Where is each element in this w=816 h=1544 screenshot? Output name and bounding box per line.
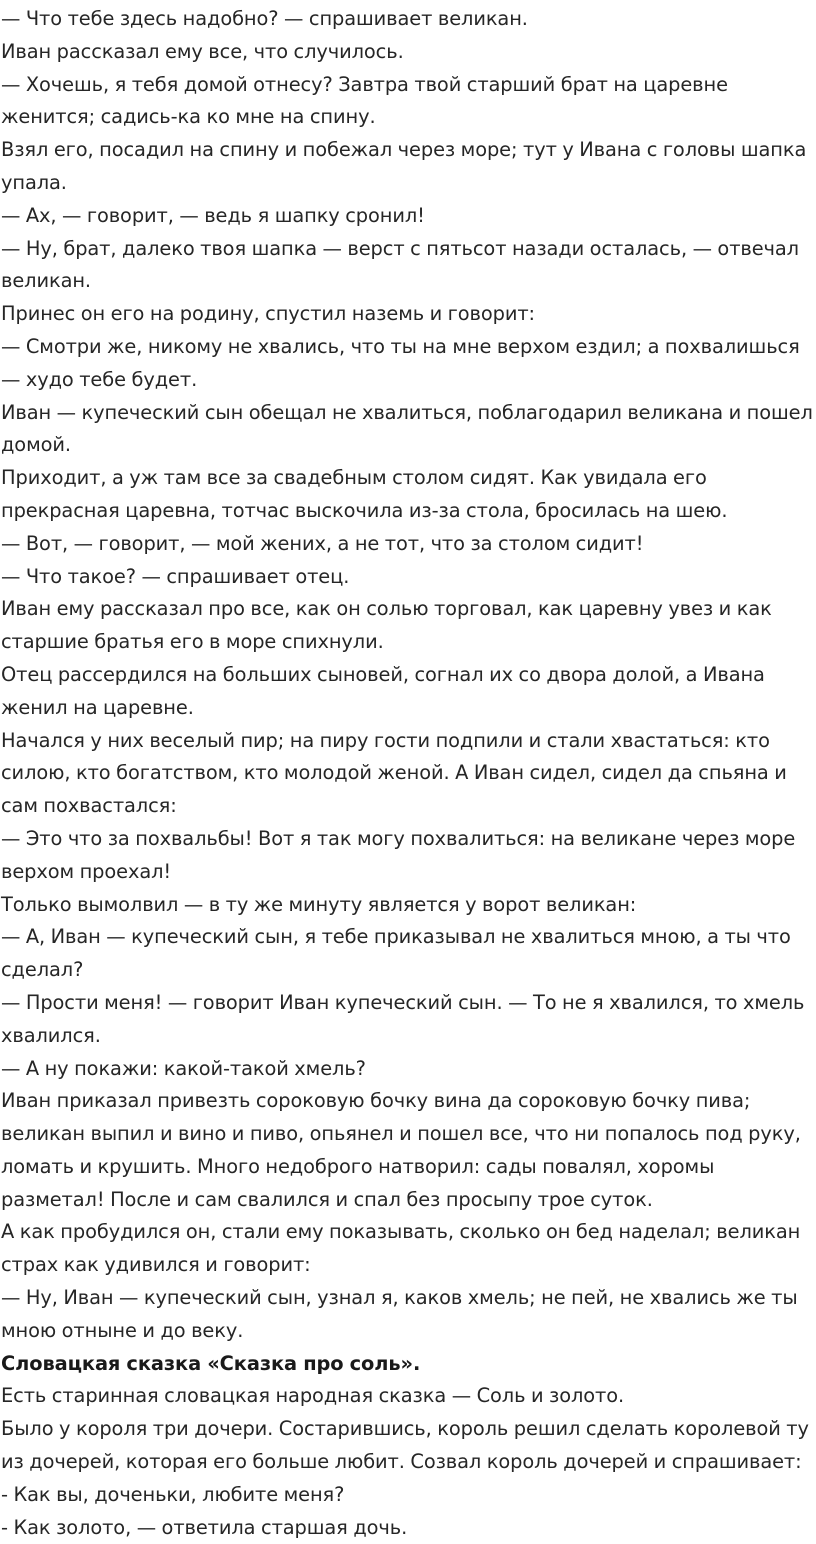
paragraph: — Ну, брат, далеко твоя шапка — верст с пятьсот назади осталась, — отвечал великан. <box>1 236 799 293</box>
paragraph: - Как золото, — ответила старшая дочь. <box>1 1515 408 1539</box>
paragraph: Было у короля три дочери. Состарившись, король решил сделать королевой ту из дочерей, которая его больше любит. Созвал король дочерей и спрашивает: <box>1 1417 809 1474</box>
paragraph: — Ну, Иван — купеческий сын, узнал я, каков хмель; не пей, не хвались же ты мною отныне и до веку. <box>1 1286 798 1342</box>
paragraph: Иван рассказал ему все, что случилось. <box>1 39 404 63</box>
paragraph: — Вот, — говорит, — мой жених, а не тот, что за столом сидит! <box>1 531 644 555</box>
paragraph: — Это что за похвальбы! Вот я так могу похвалиться: на великане через море верхом проехал! <box>1 826 796 883</box>
paragraph: — Что тебе здесь надобно? — спрашивает великан. <box>1 7 528 30</box>
paragraph: — Смотри же, никому не хвались, что ты на мне верхом ездил; а похвалишься — худо тебе будет. <box>1 334 800 391</box>
paragraph: Есть старинная словацкая народная сказка — Соль и золото. <box>1 1384 625 1408</box>
paragraph: - Как вы, доченьки, любите меня? <box>1 1482 345 1506</box>
paragraph: Иван ему рассказал про все, как он солью торговал, как царевну увез и как старшие братья его в море спихнули. <box>1 597 772 654</box>
paragraph: — А ну покажи: какой-такой хмель? <box>1 1056 366 1080</box>
paragraph: Взял его, посадил на спину и побежал через море; тут у Ивана с головы шапка упала. <box>1 138 807 194</box>
paragraph: Иван — купеческий сын обещал не хвалиться, поблагодарил великана и пошел домой. <box>1 400 813 457</box>
paragraph: Иван приказал привезть сороковую бочку вина да сороковую бочку пива; великан выпил и вино и пиво, опьянел и пошел все, что ни попалось под руку, ломать и крушить. Много недоброго натворил: сады повалял, хоромы разметал! После и сам свалился и спал без просыпу трое суток. <box>1 1089 801 1211</box>
paragraph: — Ах, — говорит, — ведь я шапку сронил! <box>1 203 425 227</box>
paragraph: А как пробудился он, стали ему показывать, сколько он бед наделал; великан страх как удивился и говорит: <box>1 1220 801 1277</box>
paragraph: Приходит, а уж там все за свадебным столом сидят. Как увидала его прекрасная царевна, тотчас выскочила из-за стола, бросилась на шею. <box>1 466 728 522</box>
paragraph: Только вымолвил — в ту же минуту является у ворот великан: <box>1 892 637 916</box>
paragraph: — А, Иван — купеческий сын, я тебе приказывал не хвалиться мною, а ты что сделал? <box>1 925 791 982</box>
paragraph: Принес он его на родину, спустил наземь и говорит: <box>1 302 535 326</box>
paragraph: — Прости меня! — говорит Иван купеческий сын. — То не я хвалился, то хмель хвалился. <box>1 990 805 1047</box>
section-heading: Словацкая сказка «Сказка про соль». <box>1 1351 421 1375</box>
paragraph: Отец рассердился на больших сыновей, согнал их со двора долой, а Ивана женил на царевне. <box>1 662 765 719</box>
paragraph: — Хочешь, я тебя домой отнесу? Завтра твой старший брат на царевне женится; садись-ка ко мне на спину. <box>1 72 728 129</box>
paragraph: Начался у них веселый пир; на пиру гости подпили и стали хвастаться: кто силою, кто богатством, кто молодой женой. А Иван сидел, сидел да спьяна и сам похвастался: <box>1 728 787 818</box>
paragraph: — Что такое? — спрашивает отец. <box>1 564 350 588</box>
